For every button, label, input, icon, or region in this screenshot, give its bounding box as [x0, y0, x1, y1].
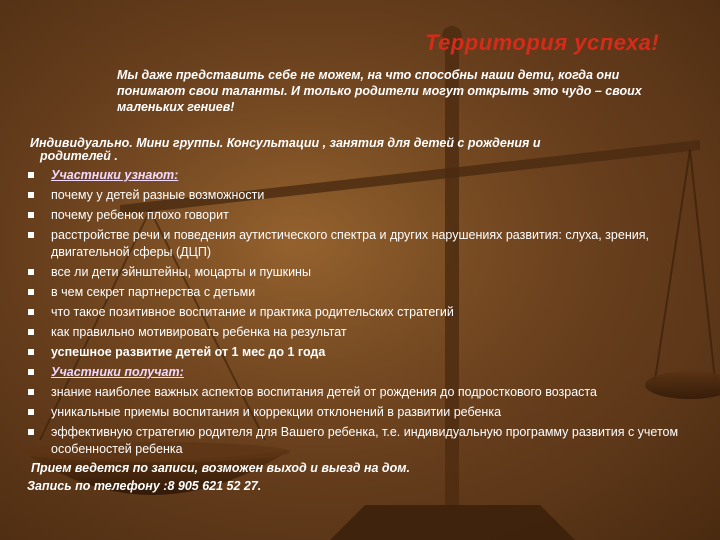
- list-item-text: в чем секрет партнерства с детьми: [51, 285, 256, 299]
- list-item-text: почему ребенок плохо говорит: [51, 208, 229, 222]
- participants-receive-link[interactable]: Участники получат:: [51, 365, 184, 379]
- bullet-icon: [28, 192, 34, 198]
- list-item-text: как правильно мотивировать ребенка на результат: [51, 325, 347, 339]
- list-item: [27, 165, 699, 185]
- list-item-text: успешное развитие детей от 1 мес до 1 года: [51, 345, 326, 359]
- list-item: [27, 225, 699, 262]
- participants-learn-link[interactable]: Участники узнают:: [51, 168, 179, 182]
- list-item: [27, 382, 699, 402]
- bullet-icon: [28, 369, 34, 375]
- list-item: [27, 342, 699, 362]
- list-item-text: эффективную стратегию родителя для Вашего ребенка, т.е. индивидуальную программу развития с учетом особенностей ребенка: [51, 425, 679, 456]
- bullet-icon: [28, 289, 34, 295]
- bullet-icon: [28, 389, 34, 395]
- list-item: [27, 422, 699, 459]
- bullet-icon: [28, 309, 34, 315]
- list-item: [27, 362, 699, 382]
- phone-line: Запись по телефону :8 905 621 52 27.: [27, 479, 262, 493]
- bullet-icon: [28, 429, 34, 435]
- list-item: [27, 262, 699, 282]
- list-item: [27, 402, 699, 422]
- intro-text: Мы даже представить себе не можем, на что способны наши дети, когда они понимают свои таланты. И только родители могут открыть это чудо – своих маленьких гениев!: [117, 68, 642, 114]
- list-item-text: все ли дети эйнштейны, моцарты и пушкины: [51, 265, 311, 279]
- list-item: [27, 302, 699, 322]
- list-item-text: почему у детей разные возможности: [51, 188, 265, 202]
- list-item: [27, 205, 699, 225]
- services-heading-line2: родителей .: [40, 149, 118, 163]
- topics-list: [27, 165, 699, 459]
- bullet-icon: [28, 329, 34, 335]
- services-heading-line1: Индивидуально. Мини группы. Консультации , занятия для детей с рождения и: [30, 136, 541, 150]
- list-item: [27, 282, 699, 302]
- list-item: [27, 322, 699, 342]
- list-item-text: уникальные приемы воспитания и коррекции отклонений в развитии ребенка: [51, 405, 502, 419]
- bullet-icon: [28, 269, 34, 275]
- services-heading: [27, 137, 699, 163]
- appointment-note: Прием ведется по записи, возможен выход и выезд на дом.: [31, 461, 411, 475]
- page-title: Территория успеха!: [425, 30, 660, 55]
- bullet-icon: [28, 212, 34, 218]
- bullet-icon: [28, 232, 34, 238]
- bullet-icon: [28, 172, 34, 178]
- content-block: [27, 137, 699, 495]
- bullet-icon: [28, 409, 34, 415]
- list-item: [27, 185, 699, 205]
- scales-base: [330, 505, 575, 540]
- list-item-text: знание наиболее важных аспектов воспитания детей от рождения до подросткового возраста: [51, 385, 597, 399]
- bullet-icon: [28, 349, 34, 355]
- list-item-text: расстройстве речи и поведения аутистического спектра и других нарушениях развития: слуха, зрения, двигательной сферы (ДЦП): [51, 228, 649, 259]
- list-item-text: что такое позитивное воспитание и практика родительских стратегий: [51, 305, 454, 319]
